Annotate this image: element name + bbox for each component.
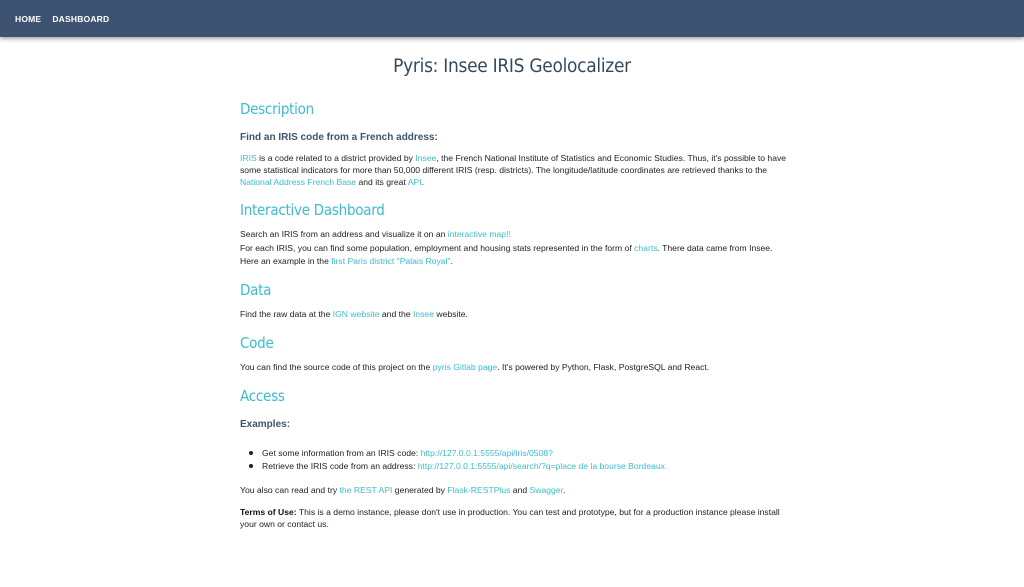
dashboard-heading: Interactive Dashboard [240,201,385,219]
example-text: Retrieve the IRIS code from an address: [262,461,418,471]
description-text-4: . [421,177,424,187]
nav-home-link[interactable]: HOME [15,13,42,24]
insee-data-link[interactable]: Insee [412,309,434,319]
access-heading: Access [240,387,285,405]
rest-text-1: You also can read and try [240,485,340,495]
dashboard-line-2-end: . There data came from Insee. [657,242,773,253]
description-subheading: Find an IRIS code from a French address: [240,132,438,143]
description-paragraph [240,152,790,188]
description-text-1: is a code related to a district provided by [256,153,416,163]
top-navbar [0,0,1024,37]
api-link[interactable]: API [407,177,422,187]
bullet-icon [249,464,253,468]
dashboard-paragraph [240,228,790,269]
terms-paragraph [240,506,780,530]
gitlab-link[interactable]: pyris Gitlab page [432,362,498,372]
description-heading: Description [240,100,314,118]
code-paragraph [240,361,790,373]
terms-text: This is a demo instance, please don't use in production. You can test and prototype, but for a production instance please install your own or contact us. [240,507,780,529]
data-paragraph [240,308,790,320]
interactive-map-link[interactable]: interactive map!! [447,229,511,239]
iris-code-api-link[interactable]: http://127.0.0.1:5555/api/iris/0508? [420,448,553,458]
rest-text-2: generated by [392,485,448,495]
example-text: Get some information from an IRIS code: [262,448,421,458]
ban-link[interactable]: National Address French Base [240,177,357,187]
ign-link[interactable]: IGN website [332,309,380,319]
rest-text-3: and [510,485,530,495]
examples-list [240,447,790,473]
data-text-1: Find the raw data at the [240,309,333,319]
swagger-link[interactable]: Swagger [529,485,563,495]
description-text-2: , the French National Institute of Statistics and Economic Studies. Thus, it's possible to have some statistical indicators for more than 50,000 different IRIS (resp. districts). The longitude/latitude coordinates are retrieved thanks to the [240,153,787,175]
palais-royal-link[interactable]: first Paris district "Palais Royal" [331,256,451,266]
list-item [240,447,790,460]
dashboard-line-2: For each IRIS, you can find some population, employment and housing stats represented in the form of [240,242,635,253]
description-text-3: and its great [356,177,408,187]
data-heading: Data [240,281,272,299]
access-subheading: Examples: [240,419,291,430]
charts-link[interactable]: charts [634,242,658,253]
rest-api-link[interactable]: the REST API [339,485,393,495]
rest-text-4: . [562,485,566,495]
rest-paragraph [240,484,790,496]
flask-restplus-link[interactable]: Flask-RESTPlus [447,485,511,495]
list-item [240,460,790,473]
terms-label: Terms of Use: [240,507,297,517]
dashboard-line-3-end: . [450,256,453,266]
dashboard-line-1: Search an IRIS from an address and visualize it on an [240,229,448,239]
data-text-2: and the [379,309,413,319]
insee-link[interactable]: Insee [415,153,437,163]
data-text-3: website. [433,309,468,319]
search-api-link[interactable]: http://127.0.0.1:5555/api/search/?q=place de la bourse Bordeaux [417,461,665,471]
code-heading: Code [240,334,274,352]
page-title: Pyris: Insee IRIS Geolocalizer [393,56,631,77]
nav-dashboard-link[interactable]: DASHBOARD [52,13,110,24]
code-text-1: You can find the source code of this project on the [240,362,433,372]
dashboard-line-3: Here an example in the [240,256,332,266]
iris-link[interactable]: IRIS [240,153,257,163]
code-text-2: . It's powered by Python, Flask, PostgreSQL and React. [497,362,710,372]
bullet-icon [249,451,253,455]
